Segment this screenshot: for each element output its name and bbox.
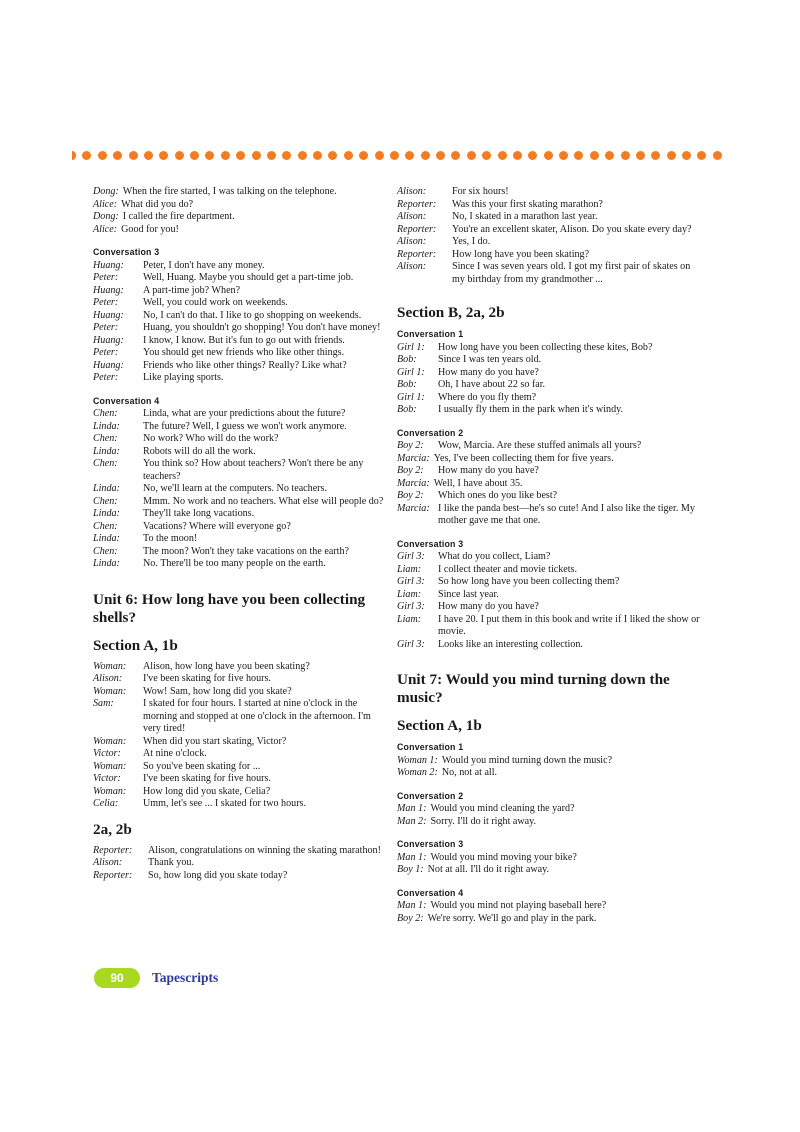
dialogue-text: Looks like an interesting collection. <box>438 638 583 650</box>
dialogue-text: Would you mind cleaning the yard? <box>430 803 575 814</box>
dialogue-line <box>93 533 388 546</box>
dialogue-line <box>93 558 388 571</box>
speaker-name: Alison: <box>397 186 427 197</box>
dialogue-line <box>397 465 702 478</box>
dialogue-line <box>93 421 388 434</box>
speaker-name: Reporter: <box>397 248 437 260</box>
dialogue-text: I like the panda best—he's so cute! And I also like the tiger. My mother gave me that one. <box>438 502 695 526</box>
speaker-name: Girl 1: <box>397 341 425 353</box>
speaker-name: Girl 3: <box>397 638 425 650</box>
dialogue-line <box>93 224 388 237</box>
dialogue-text: Vacations? Where will everyone go? <box>143 520 291 532</box>
dialogue-line <box>397 453 702 466</box>
orange-dot-icon <box>359 151 368 160</box>
dialogue-line <box>93 310 388 323</box>
dialogue-line <box>93 335 388 348</box>
conversation-heading: Conversation 4 <box>397 887 464 898</box>
orange-dot-icon <box>82 151 91 160</box>
dialogue-text: Alison, how long have you been skating? <box>143 660 310 672</box>
speaker-name: Man 2: <box>397 815 427 827</box>
dialogue-line <box>397 367 702 380</box>
speaker-name: Reporter: <box>93 869 133 881</box>
dialogue-line <box>397 576 702 589</box>
orange-dot-icon <box>72 151 76 160</box>
dialogue-text: I skated for four hours. I started at nine o'clock in the morning and stopped at one o'clock in the afternoon. I'm very tired! <box>143 698 371 734</box>
dialogue-text: I have 20. I put them in this book and write if I liked the show or movie. <box>438 613 700 637</box>
orange-dot-icon <box>129 151 138 160</box>
conversation-heading: Conversation 2 <box>397 427 464 438</box>
dialogue-text: So, how long did you skate today? <box>148 869 288 881</box>
dialogue-line <box>93 870 388 883</box>
orange-dot-icon <box>544 151 553 160</box>
dialogue-text: Wow! Sam, how long did you skate? <box>143 685 292 697</box>
speaker-name: Man 1: <box>397 803 427 814</box>
speaker-name: Linda: <box>93 533 120 544</box>
speaker-name: Reporter: <box>397 223 437 235</box>
dialogue-line <box>397 404 702 417</box>
dialogue-text: Good for you! <box>121 223 179 235</box>
dialogue-text: Well, Huang. Maybe you should get a part-time job. <box>143 272 354 283</box>
dialogue-text: No work? Who will do the work? <box>143 433 279 444</box>
dialogue-line <box>397 614 702 639</box>
dialogue-text: I called the fire department. <box>122 211 235 222</box>
dialogue-text: Not at all. I'll do it right away. <box>427 864 550 875</box>
speaker-name: Alice: <box>93 223 118 235</box>
dialogue-line <box>93 186 388 199</box>
orange-dot-icon <box>482 151 491 160</box>
orange-dot-icon <box>282 151 291 160</box>
dialogue-text: No, we'll learn at the computers. No teachers. <box>143 483 327 494</box>
orange-dot-icon <box>451 151 460 160</box>
dialogue-line <box>397 503 702 528</box>
speaker-name: Huang: <box>93 259 124 271</box>
speaker-name: Marcia: <box>397 452 430 464</box>
speaker-name: Woman: <box>93 760 127 772</box>
section-heading: 2a, 2b <box>93 820 132 838</box>
speaker-name: Linda: <box>93 420 120 432</box>
orange-dot-icon <box>405 151 414 160</box>
dialogue-line <box>93 272 388 285</box>
dialogue-text: Would you mind not playing baseball here? <box>430 900 607 911</box>
dialogue-line <box>93 748 388 761</box>
dialogue-text: Linda, what are your predictions about the future? <box>143 408 346 419</box>
orange-dot-icon <box>651 151 660 160</box>
conversation-heading: Conversation 3 <box>93 247 160 257</box>
conversation-heading: Conversation 3 <box>397 538 464 549</box>
orange-dot-icon <box>98 151 107 160</box>
orange-dot-icon <box>252 151 261 160</box>
dialogue-text: To the moon! <box>143 533 198 544</box>
speaker-name: Huang: <box>93 359 124 371</box>
conversation-heading: Conversation 2 <box>397 790 464 801</box>
dialogue-text: Robots will do all the work. <box>143 445 256 457</box>
dialogue-line <box>93 360 388 373</box>
dialogue-text: I usually fly them in the park when it's windy. <box>438 404 624 415</box>
dialogue-text: How many do you have? <box>438 601 539 612</box>
speaker-name: Liam: <box>397 613 422 625</box>
left-column <box>93 186 388 882</box>
speaker-name: Woman: <box>93 685 127 697</box>
speaker-name: Peter: <box>93 347 119 358</box>
speaker-name: Reporter: <box>397 198 437 210</box>
dialogue-text: Was this your first skating marathon? <box>452 198 603 210</box>
speaker-name: Woman 1: <box>397 754 438 766</box>
dialogue-line <box>93 661 388 674</box>
dialogue-text: The future? Well, I guess we won't work anymore. <box>143 420 347 432</box>
dialogue-line <box>93 297 388 310</box>
speaker-name: Chen: <box>93 433 118 444</box>
dialogue-text: They'll take long vacations. <box>143 508 255 519</box>
speaker-name: Girl 3: <box>397 601 425 612</box>
dialogue-line <box>93 483 388 496</box>
speaker-name: Bob: <box>397 354 417 365</box>
dialogue-text: I've been skating for five hours. <box>143 673 271 684</box>
orange-dot-icon <box>667 151 676 160</box>
dialogue-line <box>93 508 388 521</box>
speaker-name: Girl 1: <box>397 391 425 403</box>
dialogue-line <box>93 698 388 736</box>
speaker-name: Chen: <box>93 520 118 532</box>
dialogue-line <box>397 392 702 405</box>
section-heading: Section B, 2a, 2b <box>397 304 505 321</box>
speaker-name: Peter: <box>93 322 119 333</box>
dialogue-text: Yes, I do. <box>452 236 491 247</box>
dialogue-line <box>93 686 388 699</box>
dialogue-line <box>93 260 388 273</box>
orange-dot-icon <box>375 151 384 160</box>
speaker-name: Man 1: <box>397 900 427 911</box>
dialogue-line <box>93 199 388 212</box>
conversation-heading: Conversation 1 <box>397 329 464 339</box>
dialogue-text: Wow, Marcia. Are these stuffed animals all yours? <box>438 440 642 451</box>
speaker-name: Girl 3: <box>397 551 425 562</box>
dialogue-text: Yes, I've been collecting them for five years. <box>433 452 614 464</box>
orange-dot-icon <box>467 151 476 160</box>
speaker-name: Peter: <box>93 272 119 283</box>
section-heading: Section A, 1b <box>397 717 482 734</box>
dialogue-line <box>397 199 702 212</box>
conversation-heading: Conversation 3 <box>397 839 464 849</box>
orange-dot-icon <box>390 151 399 160</box>
dialogue-line <box>397 249 702 262</box>
dialogue-text: Where do you fly them? <box>438 391 537 403</box>
speaker-name: Linda: <box>93 483 120 494</box>
right-column <box>397 186 702 925</box>
speaker-name: Bob: <box>397 379 417 390</box>
speaker-name: Liam: <box>397 588 422 600</box>
orange-dot-icon <box>697 151 706 160</box>
dialogue-text: What did you do? <box>121 198 194 210</box>
speaker-name: Boy 2: <box>397 440 424 451</box>
dialogue-line <box>397 601 702 614</box>
dialogue-text: Since I was seven years old. I got my first pair of skates on my birthday from my grandmother ... <box>452 261 691 285</box>
dialogue-text: The moon? Won't they take vacations on the earth? <box>143 545 349 557</box>
speaker-name: Woman 2: <box>397 767 438 778</box>
dialogue-text: You should get new friends who like other things. <box>143 347 345 358</box>
dialogue-text: How long have you been skating? <box>452 248 590 260</box>
dialogue-line <box>397 767 702 780</box>
speaker-name: Boy 2: <box>397 465 424 476</box>
dialogue-text: How many do you have? <box>438 366 539 378</box>
dialogue-text: I collect theater and movie tickets. <box>438 563 578 575</box>
orange-dot-icon <box>144 151 153 160</box>
dialogue-text: So how long have you been collecting them? <box>438 576 620 587</box>
speaker-name: Girl 3: <box>397 576 425 587</box>
dialogue-text: Umm, let's see ... I skated for two hours. <box>143 798 307 809</box>
dialogue-text: For six hours! <box>452 186 509 197</box>
speaker-name: Woman: <box>93 660 127 672</box>
speaker-name: Sam: <box>93 698 114 709</box>
dialogue-line <box>397 755 702 768</box>
speaker-name: Chen: <box>93 458 118 469</box>
dialogue-text: A part-time job? When? <box>143 284 241 296</box>
speaker-name: Chen: <box>93 495 118 507</box>
dialogue-text: Would you mind turning down the music? <box>441 754 613 766</box>
dialogue-text: Since I was ten years old. <box>438 354 542 365</box>
dialogue-line <box>93 673 388 686</box>
orange-dot-icon <box>682 151 691 160</box>
speaker-name: Chen: <box>93 408 118 419</box>
speaker-name: Alice: <box>93 198 118 210</box>
dialogue-text: When did you start skating, Victor? <box>143 735 287 747</box>
dialogue-line <box>93 786 388 799</box>
speaker-name: Alison: <box>397 236 427 247</box>
dialogue-line <box>93 736 388 749</box>
dialogue-text: You're an excellent skater, Alison. Do you skate every day? <box>452 223 692 235</box>
dialogue-text: At nine o'clock. <box>143 748 207 759</box>
dialogue-line <box>93 372 388 385</box>
orange-dot-icon <box>590 151 599 160</box>
dialogue-text: Would you mind moving your bike? <box>430 851 577 863</box>
orange-dot-icon <box>236 151 245 160</box>
speaker-name: Woman: <box>93 785 127 797</box>
dialogue-line <box>397 440 702 453</box>
speaker-name: Reporter: <box>93 844 133 856</box>
page-footer <box>94 968 218 988</box>
section-heading: Section A, 1b <box>93 636 178 654</box>
speaker-name: Dong: <box>93 211 119 222</box>
dialogue-line <box>397 551 702 564</box>
dialogue-text: How long did you skate, Celia? <box>143 785 271 797</box>
speaker-name: Alison: <box>397 211 427 222</box>
dialogue-text: Which ones do you like best? <box>438 490 558 501</box>
speaker-name: Alison: <box>93 673 123 684</box>
speaker-name: Linda: <box>93 445 120 457</box>
dialogue-text: We're sorry. We'll go and play in the park. <box>427 912 597 924</box>
orange-dot-icon <box>313 151 322 160</box>
orange-dot-icon <box>344 151 353 160</box>
dialogue-line <box>397 490 702 503</box>
dialogue-line <box>397 913 702 926</box>
speaker-name: Boy 2: <box>397 490 424 501</box>
dialogue-text: Oh, I have about 22 so far. <box>438 379 546 390</box>
orange-dot-icon <box>159 151 168 160</box>
orange-dot-icon <box>267 151 276 160</box>
dialogue-text: Peter, I don't have any money. <box>143 259 265 271</box>
dialogue-text: Well, you could work on weekends. <box>143 297 288 308</box>
conversation-heading: Conversation 1 <box>397 742 464 752</box>
dialogue-text: When the fire started, I was talking on the telephone. <box>122 186 337 197</box>
dialogue-text: Well, I have about 35. <box>433 477 523 489</box>
dialogue-text: No, I can't do that. I like to go shopping on weekends. <box>143 309 362 321</box>
dialogue-text: Friends who like other things? Really? Like what? <box>143 359 347 371</box>
dialogue-text: How long have you been collecting these kites, Bob? <box>438 341 653 353</box>
orange-dot-icon <box>298 151 307 160</box>
dialogue-text: Since last year. <box>438 588 499 600</box>
speaker-name: Peter: <box>93 297 119 308</box>
speaker-name: Girl 1: <box>397 366 425 378</box>
dialogue-text: No. There'll be too many people on the earth. <box>143 558 326 569</box>
orange-dot-icon <box>498 151 507 160</box>
speaker-name: Man 1: <box>397 851 427 863</box>
speaker-name: Victor: <box>93 773 121 784</box>
dialogue-line <box>397 816 702 829</box>
dialogue-line <box>93 857 388 870</box>
speaker-name: Chen: <box>93 545 118 557</box>
dialogue-line <box>397 236 702 249</box>
orange-dot-icon <box>513 151 522 160</box>
dialogue-line <box>93 433 388 446</box>
orange-dot-icon <box>328 151 337 160</box>
dialogue-line <box>93 546 388 559</box>
orange-dot-icon <box>574 151 583 160</box>
footer-section-label: Tapescripts <box>152 970 219 985</box>
orange-dot-icon <box>605 151 614 160</box>
speaker-name: Celia: <box>93 798 119 809</box>
orange-dot-icon <box>621 151 630 160</box>
dialogue-line <box>397 900 702 913</box>
dialogue-line <box>397 261 702 286</box>
dialogue-line <box>93 347 388 360</box>
speaker-name: Boy 1: <box>397 864 424 875</box>
dialogue-line <box>93 446 388 459</box>
dialogue-line <box>93 496 388 509</box>
dialogue-line <box>397 589 702 602</box>
dialogue-text: You think so? How about teachers? Won't there be any teachers? <box>143 458 364 482</box>
speaker-name: Linda: <box>93 508 120 519</box>
speaker-name: Huang: <box>93 309 124 321</box>
dialogue-text: So you've been skating for ... <box>143 760 261 772</box>
dialogue-text: Like playing sports. <box>143 372 224 383</box>
dialogue-line <box>397 186 702 199</box>
speaker-name: Alison: <box>397 261 427 272</box>
orange-dot-icon <box>205 151 214 160</box>
dialogue-text: Alison, congratulations on winning the skating marathon! <box>148 844 381 856</box>
speaker-name: Marcia: <box>397 502 430 514</box>
dialogue-line <box>397 211 702 224</box>
speaker-name: Huang: <box>93 284 124 296</box>
dialogue-line <box>397 354 702 367</box>
dialogue-text: Huang, you shouldn't go shopping! You don't have money! <box>143 322 381 333</box>
dialogue-text: Thank you. <box>148 857 194 868</box>
dialogue-line <box>93 761 388 774</box>
dialogue-line <box>93 285 388 298</box>
dialogue-line <box>397 852 702 865</box>
speaker-name: Linda: <box>93 558 120 569</box>
speaker-name: Marcia: <box>397 477 430 489</box>
dialogue-text: No, not at all. <box>441 767 498 778</box>
speaker-name: Peter: <box>93 372 119 383</box>
speaker-name: Alison: <box>93 857 123 868</box>
dialogue-line <box>93 845 388 858</box>
dialogue-line <box>397 342 702 355</box>
speaker-name: Woman: <box>93 735 127 747</box>
dialogue-text: Mmm. No work and no teachers. What else will people do? <box>143 495 384 507</box>
dialogue-text: No, I skated in a marathon last year. <box>452 211 598 222</box>
speaker-name: Victor: <box>93 748 121 759</box>
dialogue-line <box>397 864 702 877</box>
dialogue-line <box>397 564 702 577</box>
orange-dot-icon <box>436 151 445 160</box>
dialogue-line <box>397 478 702 491</box>
orange-dot-icon <box>713 151 722 160</box>
speaker-name: Dong: <box>93 186 119 197</box>
conversation-heading: Conversation 4 <box>93 395 160 406</box>
dialogue-text: I know, I know. But it's fun to go out with friends. <box>143 334 345 346</box>
orange-dot-icon <box>190 151 199 160</box>
dialogue-line <box>93 773 388 786</box>
dialogue-text: Sorry. I'll do it right away. <box>430 815 537 827</box>
dialogue-line <box>397 224 702 237</box>
speaker-name: Huang: <box>93 334 124 346</box>
orange-dot-icon <box>221 151 230 160</box>
dialogue-text: I've been skating for five hours. <box>143 773 271 784</box>
orange-dot-icon <box>528 151 537 160</box>
orange-dot-icon <box>175 151 184 160</box>
unit-heading: Unit 7: Would you mind turning down the music? <box>397 671 670 706</box>
decorative-dot-border <box>72 148 722 162</box>
dialogue-line <box>93 211 388 224</box>
page-number: 90 <box>110 971 124 985</box>
dialogue-line <box>93 798 388 811</box>
page-number-badge <box>94 968 140 988</box>
dialogue-line <box>397 379 702 392</box>
orange-dot-icon <box>559 151 568 160</box>
speaker-name: Liam: <box>397 563 422 575</box>
dialogue-line <box>397 803 702 816</box>
dialogue-line <box>93 408 388 421</box>
speaker-name: Bob: <box>397 404 417 415</box>
dialogue-line <box>93 458 388 483</box>
unit-heading: Unit 6: How long have you been collecting shells? <box>93 590 366 626</box>
orange-dot-icon <box>636 151 645 160</box>
orange-dot-icon <box>113 151 122 160</box>
orange-dot-icon <box>421 151 430 160</box>
dialogue-text: What do you collect, Liam? <box>438 551 551 562</box>
dialogue-line <box>93 322 388 335</box>
dialogue-line <box>93 521 388 534</box>
dialogue-line <box>397 639 702 652</box>
speaker-name: Boy 2: <box>397 912 424 924</box>
dialogue-text: How many do you have? <box>438 465 539 476</box>
